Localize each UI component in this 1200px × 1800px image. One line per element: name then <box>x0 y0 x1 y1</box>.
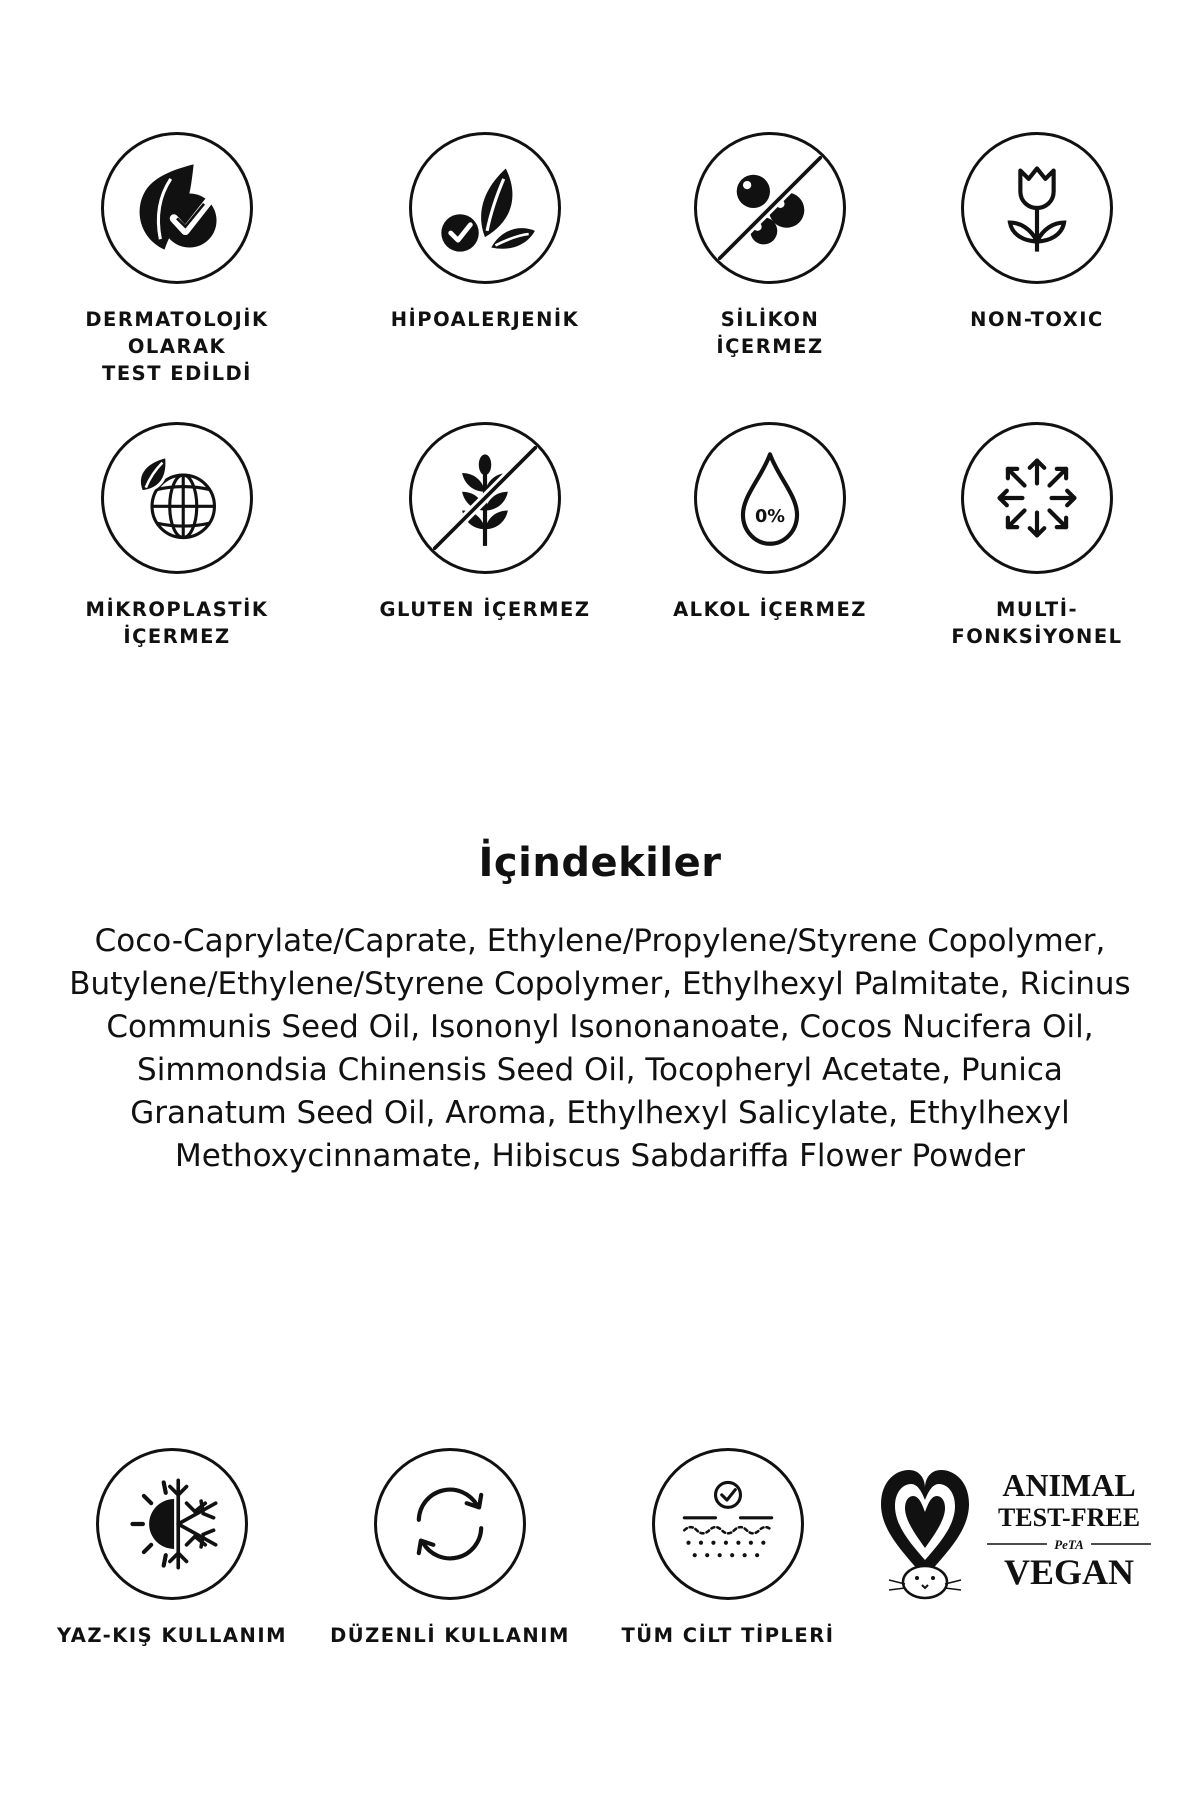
badge-label: HİPOALERJENİK <box>390 308 580 331</box>
bunny-heart-icon <box>881 1470 969 1598</box>
drop-zero-percent-icon <box>694 422 846 574</box>
badge-label: TÜM CİLT TİPLERİ <box>621 1624 835 1647</box>
badge-dermatologically-tested <box>52 132 302 387</box>
badge-label: MULTİ-FONKSİYONEL <box>951 598 1123 648</box>
badge-hypoallergenic <box>360 132 610 333</box>
skin-layers-icon <box>652 1448 804 1600</box>
peta-brand-text: PeTA <box>1054 1537 1084 1552</box>
badge-label: YAZ-KIŞ KULLANIM <box>57 1624 287 1647</box>
no-silicone-icon <box>694 132 846 284</box>
badge-label: GLUTEN İÇERMEZ <box>379 598 591 621</box>
badge-multi-functional <box>912 422 1162 650</box>
peta-animal-text: ANIMAL <box>1002 1467 1136 1503</box>
badge-label: ALKOL İÇERMEZ <box>673 598 867 621</box>
badge-label: NON-TOXIC <box>970 308 1104 331</box>
badge-label: MİKROPLASTİK İÇERMEZ <box>85 598 269 648</box>
badge-label: SİLİKON İÇERMEZ <box>716 308 824 358</box>
ingredients-title: İçindekiler <box>478 840 722 886</box>
leaf-check-icon <box>101 132 253 284</box>
leaves-check-icon <box>409 132 561 284</box>
badge-label: DERMATOLOJİK OLARAK TEST EDİLDİ <box>85 308 269 385</box>
peta-vegan-text: VEGAN <box>1003 1552 1135 1592</box>
badge-summer-winter <box>47 1448 297 1649</box>
sun-snowflake-icon <box>96 1448 248 1600</box>
badge-all-skin-types <box>603 1448 853 1649</box>
badge-silicone-free <box>645 132 895 360</box>
badge-label: DÜZENLİ KULLANIM <box>330 1624 570 1647</box>
peta-vegan-logo <box>875 1460 1155 1610</box>
badge-non-toxic <box>912 132 1162 333</box>
badge-gluten-free <box>360 422 610 623</box>
badge-alcohol-free <box>645 422 895 623</box>
ingredients-text: Coco-Caprylate/Caprate, Ethylene/Propylene/Styrene Copolymer, Butylene/Ethylene/Styrene Copolymer, Ethylhexyl Palmitate, Ricinus Communis Seed Oil, Isononyl Isononanoate, Cocos Nucifera Oil, Simmondsia Chinensis Seed Oil, Tocopheryl Acetate, Punica Granatum Seed Oil, Aroma, Ethylhexyl Salicylate, Ethylhexyl Methoxycinnamate, Hibiscus Sabdariffa Flower Powder <box>69 923 1131 1174</box>
tulip-icon <box>961 132 1113 284</box>
no-wheat-icon <box>409 422 561 574</box>
arrows-out-icon <box>961 422 1113 574</box>
zero-percent-text: 0% <box>754 506 786 527</box>
leaf-globe-icon <box>101 422 253 574</box>
badge-regular-use <box>325 1448 575 1649</box>
badge-microplastic-free <box>52 422 302 650</box>
refresh-icon <box>374 1448 526 1600</box>
peta-test-free-text: TEST-FREE <box>997 1503 1141 1532</box>
